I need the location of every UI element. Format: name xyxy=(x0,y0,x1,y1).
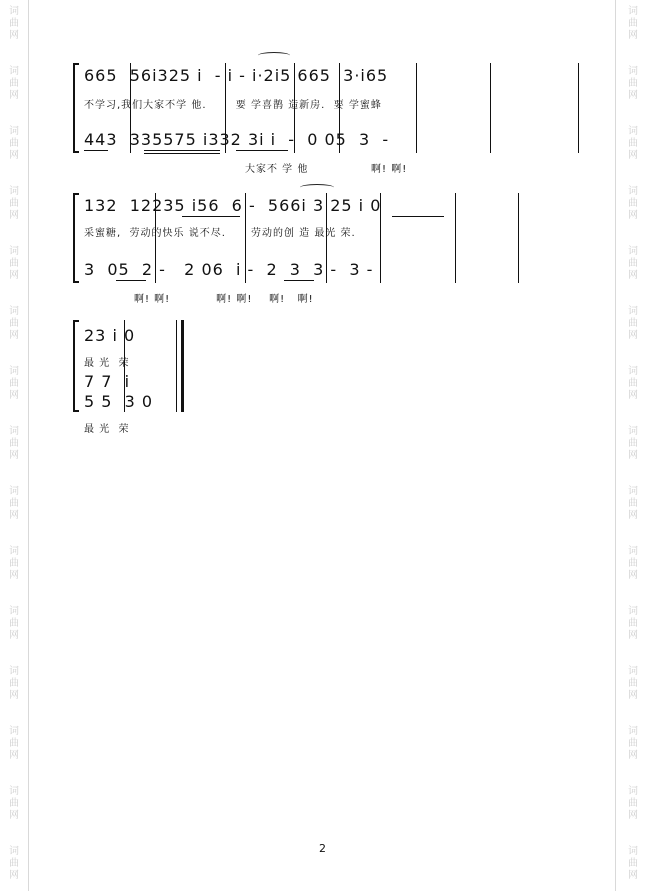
watermark-block xyxy=(7,306,21,342)
watermark-char: 曲 xyxy=(9,618,19,629)
watermark-char: 曲 xyxy=(9,378,19,389)
watermark-char: 网 xyxy=(9,330,19,341)
page-number: 2 xyxy=(319,842,326,855)
upper-voice-lyrics: 采蜜糖, 劳动的快乐 说不尽. 劳动的创 造 最光 荣. xyxy=(84,228,356,239)
watermark-char: 网 xyxy=(9,870,19,881)
watermark-block xyxy=(7,126,21,162)
watermark-block xyxy=(626,126,640,162)
watermark-block xyxy=(626,366,640,402)
watermark-char: 曲 xyxy=(9,498,19,509)
watermark-char: 网 xyxy=(628,210,638,221)
watermark-char: 曲 xyxy=(628,138,638,149)
system-brace xyxy=(73,193,75,283)
watermark-block xyxy=(626,426,640,462)
watermark-char: 网 xyxy=(628,630,638,641)
watermark-char: 词 xyxy=(9,786,19,797)
watermark-char: 曲 xyxy=(628,78,638,89)
watermark-char: 曲 xyxy=(9,318,19,329)
watermark-char: 网 xyxy=(628,870,638,881)
watermark-char: 网 xyxy=(628,90,638,101)
tie-mark xyxy=(300,184,334,191)
watermark-char: 词 xyxy=(628,486,638,497)
system-brace xyxy=(73,320,75,412)
watermark-block xyxy=(626,6,640,42)
watermark-block xyxy=(7,66,21,102)
barline xyxy=(578,63,579,153)
watermark-char: 曲 xyxy=(9,138,19,149)
watermark-char: 网 xyxy=(628,390,638,401)
lower-voice-lyrics: 最 光 荣 xyxy=(84,424,130,435)
tie-mark xyxy=(258,52,290,59)
watermark-char: 曲 xyxy=(628,198,638,209)
watermark-char: 曲 xyxy=(628,378,638,389)
watermark-char: 网 xyxy=(628,510,638,521)
watermark-char: 词 xyxy=(628,546,638,557)
watermark-block xyxy=(626,306,640,342)
watermark-char: 曲 xyxy=(628,18,638,29)
watermark-char: 曲 xyxy=(9,198,19,209)
watermark-char: 词 xyxy=(9,846,19,857)
watermark-block xyxy=(7,666,21,702)
watermark-char: 曲 xyxy=(628,258,638,269)
watermark-char: 曲 xyxy=(9,678,19,689)
watermark-char: 曲 xyxy=(628,558,638,569)
watermark-char: 网 xyxy=(9,30,19,41)
watermark-char: 网 xyxy=(9,450,19,461)
watermark-char: 曲 xyxy=(628,858,638,869)
watermark-char: 词 xyxy=(628,126,638,137)
watermark-char: 词 xyxy=(628,726,638,737)
watermark-block xyxy=(626,66,640,102)
watermark-char: 词 xyxy=(628,66,638,77)
watermark-char: 网 xyxy=(9,90,19,101)
watermark-block xyxy=(7,486,21,522)
lower-voice-notes: 443 335575 i332 3i i - 0 05 3 - xyxy=(84,130,390,149)
watermark-char: 网 xyxy=(9,510,19,521)
watermark-char: 词 xyxy=(628,606,638,617)
underline-beam xyxy=(84,150,108,151)
upper-voice-notes: 665 56i325 i - i - i·2i5 665 3·i65 xyxy=(84,66,389,85)
chord-top-notes: 7 7 i xyxy=(84,372,131,391)
watermark-char: 词 xyxy=(628,846,638,857)
watermark-char: 曲 xyxy=(628,438,638,449)
watermark-char: 词 xyxy=(628,426,638,437)
watermark-char: 词 xyxy=(9,66,19,77)
watermark-block xyxy=(626,726,640,762)
watermark-block xyxy=(626,786,640,822)
barline xyxy=(490,63,491,153)
watermark-char: 曲 xyxy=(9,858,19,869)
watermark-char: 网 xyxy=(628,270,638,281)
watermark-char: 曲 xyxy=(628,678,638,689)
watermark-block xyxy=(626,666,640,702)
watermark-block xyxy=(626,606,640,642)
watermark-char: 网 xyxy=(628,30,638,41)
watermark-char: 词 xyxy=(9,426,19,437)
watermark-char: 网 xyxy=(9,690,19,701)
watermark-char: 词 xyxy=(9,726,19,737)
watermark-char: 词 xyxy=(9,486,19,497)
watermark-block xyxy=(7,246,21,282)
watermark-char: 网 xyxy=(628,690,638,701)
final-barline xyxy=(181,320,184,412)
watermark-char: 词 xyxy=(628,366,638,377)
watermark-char: 词 xyxy=(628,306,638,317)
watermark-char: 网 xyxy=(9,210,19,221)
watermark-char: 网 xyxy=(628,750,638,761)
watermark-char: 曲 xyxy=(628,798,638,809)
watermark-char: 词 xyxy=(9,546,19,557)
watermark-char: 曲 xyxy=(9,798,19,809)
watermark-char: 网 xyxy=(628,570,638,581)
watermark-block xyxy=(626,486,640,522)
watermark-block xyxy=(7,546,21,582)
lower-voice-lyrics: 啊! 啊! 啊! 啊! 啊! 啊! xyxy=(134,294,314,305)
watermark-char: 网 xyxy=(628,450,638,461)
watermark-char: 词 xyxy=(628,186,638,197)
watermark-char: 词 xyxy=(9,6,19,17)
watermark-char: 词 xyxy=(628,786,638,797)
underline-beam xyxy=(284,280,314,281)
upper-voice-lyrics: 最 光 荣 xyxy=(84,358,130,369)
upper-voice-notes: 132 12235 i56 6 - 566i 3 25 i 0 xyxy=(84,196,382,215)
watermark-block xyxy=(7,726,21,762)
system-brace xyxy=(73,63,75,153)
watermark-char: 网 xyxy=(9,390,19,401)
underline-beam xyxy=(144,153,220,154)
underline-beam xyxy=(144,150,220,151)
lower-voice-lyrics: 大家不 学 他 啊! 啊! xyxy=(245,164,408,175)
watermark-char: 词 xyxy=(9,126,19,137)
watermark-char: 曲 xyxy=(9,738,19,749)
lower-voice-notes: 3 05 2 - 2 06 i - 2 3 3 - 3 - xyxy=(84,260,374,279)
watermark-char: 曲 xyxy=(628,318,638,329)
underline-beam xyxy=(116,280,146,281)
watermark-block xyxy=(7,426,21,462)
watermark-char: 曲 xyxy=(9,78,19,89)
barline xyxy=(455,193,456,283)
watermark-char: 网 xyxy=(9,570,19,581)
upper-voice-lyrics: 不学习,我们大家不学 他. 要 学喜鹊 造新房. 要 学蜜蜂 xyxy=(84,100,382,111)
watermark-char: 曲 xyxy=(628,738,638,749)
watermark-block xyxy=(7,786,21,822)
watermark-block xyxy=(626,246,640,282)
watermark-char: 词 xyxy=(628,6,638,17)
watermark-char: 网 xyxy=(628,810,638,821)
watermark-block xyxy=(626,546,640,582)
watermark-char: 词 xyxy=(628,666,638,677)
watermark-char: 曲 xyxy=(9,558,19,569)
watermark-char: 词 xyxy=(9,606,19,617)
watermark-char: 曲 xyxy=(9,18,19,29)
watermark-block xyxy=(7,186,21,222)
watermark-char: 网 xyxy=(9,630,19,641)
watermark-char: 网 xyxy=(628,150,638,161)
watermark-char: 曲 xyxy=(628,618,638,629)
watermark-block xyxy=(7,606,21,642)
watermark-char: 曲 xyxy=(9,438,19,449)
watermark-char: 词 xyxy=(9,186,19,197)
watermark-char: 网 xyxy=(628,330,638,341)
watermark-block xyxy=(7,366,21,402)
barline xyxy=(518,193,519,283)
underline-beam xyxy=(182,216,240,217)
watermark-char: 词 xyxy=(9,366,19,377)
watermark-char: 词 xyxy=(9,306,19,317)
watermark-char: 网 xyxy=(9,150,19,161)
upper-voice-notes: 23 i 0 xyxy=(84,326,136,345)
watermark-char: 曲 xyxy=(628,498,638,509)
watermark-char: 网 xyxy=(9,750,19,761)
watermark-char: 网 xyxy=(9,270,19,281)
chord-bottom-notes: 5 5 3 0 xyxy=(84,392,154,411)
watermark-block xyxy=(626,186,640,222)
underline-beam xyxy=(236,150,288,151)
barline xyxy=(416,63,417,153)
watermark-char: 词 xyxy=(628,246,638,257)
barline xyxy=(176,320,177,412)
underline-beam xyxy=(392,216,444,217)
watermark-char: 网 xyxy=(9,810,19,821)
watermark-char: 词 xyxy=(9,666,19,677)
watermark-block xyxy=(7,6,21,42)
watermark-char: 词 xyxy=(9,246,19,257)
watermark-char: 曲 xyxy=(9,258,19,269)
